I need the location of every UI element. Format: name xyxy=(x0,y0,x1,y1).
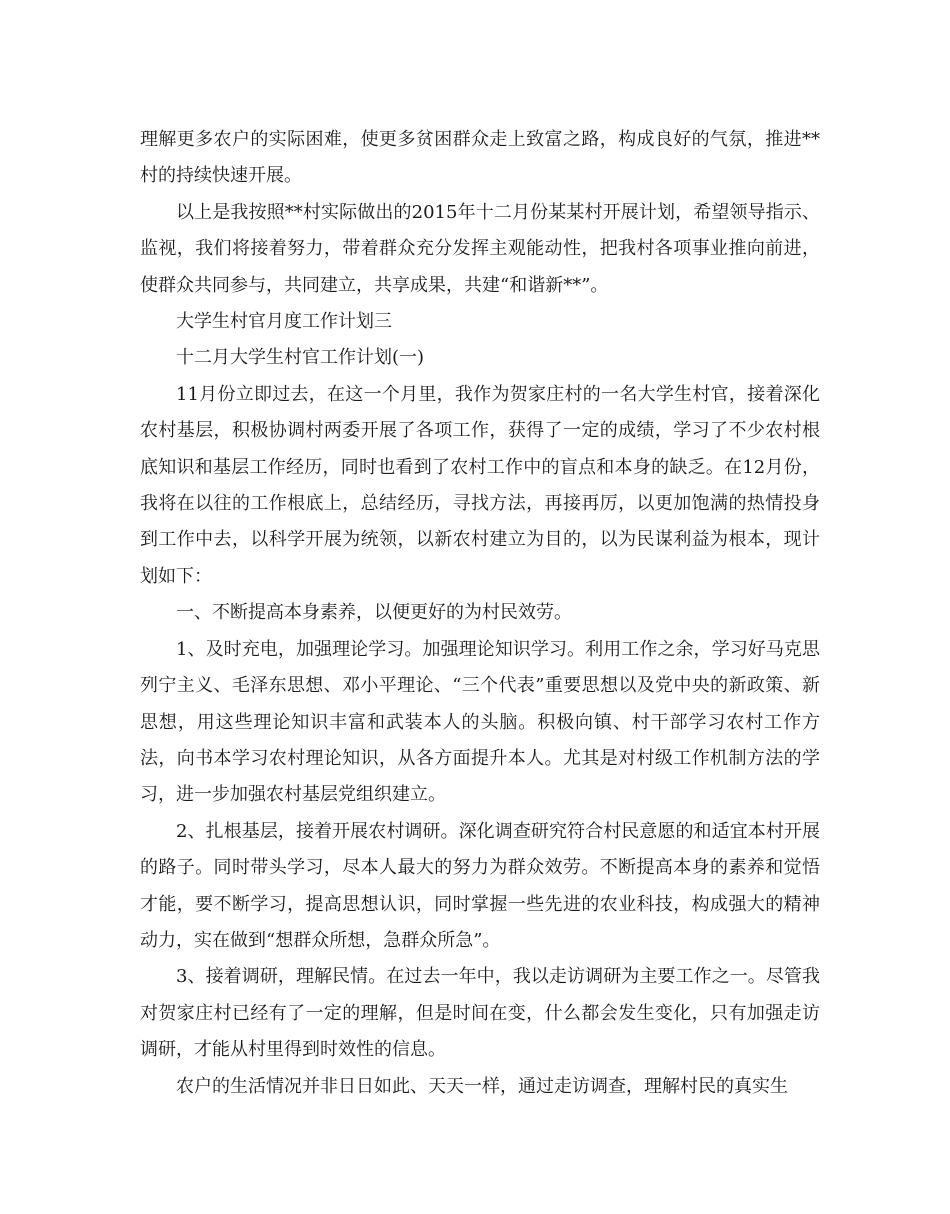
paragraph-item-3: 3、接着调研，理解民情。在过去一年中，我以走访调研为主要工作之一。尽管我对贺家庄村已经有了一定的理解，但是时间在变，什么都会发生变化，只有加强走访调研，才能从村里得到时效性的信息。 xyxy=(140,966,820,1061)
document-body xyxy=(140,122,820,1105)
sub-heading: 十二月大学生村官工作计划(一) xyxy=(176,347,425,369)
paragraph-point-1: 一、不断提高本身素养，以便更好的为村民效劳。 xyxy=(176,602,572,624)
paragraph-item-2: 2、扎根基层，接着开展农村调研。深化调查研究符合村民意愿的和适宜本村开展的路子。同时带头学习，尽本人最大的努力为群众效劳。不断提高本身的素养和觉悟才能，要不断学习，提高思想认识，同时掌握一些先进的农业科技，构成强大的精神动力，实在做到“想群众所想，急群众所急”。 xyxy=(140,820,820,951)
paragraph-1: 理解更多农户的实际困难，使更多贫困群众走上致富之路，构成良好的气氛，推进**村的持续快速开展。 xyxy=(140,129,820,187)
paragraph-intro: 11月份立即过去，在这一个月里，我作为贺家庄村的一名大学生村官，接着深化农村基层，积极协调村两委开展了各项工作，获得了一定的成绩，学习了不少农村根底知识和基层工作经历，同时也看到了农村工作中的盲点和本身的缺乏。在12月份，我将在以往的工作根底上，总结经历，寻找方法，再接再厉，以更加饱满的热情投身到工作中去，以科学开展为统领，以新农村建立为目的，以为民谋利益为根本，现计划如下： xyxy=(140,383,820,587)
paragraph-item-1: 1、及时充电，加强理论学习。加强理论知识学习。利用工作之余，学习好马克思列宁主义、毛泽东思想、邓小平理论、“三个代表”重要思想以及党中央的新政策、新思想，用这些理论知识丰富和武装本人的头脑。积极向镇、村干部学习农村工作方法，向书本学习农村理论知识，从各方面提升本人。尤其是对村级工作机制方法的学习，进一步加强农村基层党组织建立。 xyxy=(140,638,820,806)
section-heading: 大学生村官月度工作计划三 xyxy=(176,311,392,333)
paragraph-2: 以上是我按照**村实际做出的2015年十二月份某某村开展计划，希望领导指示、监视，我们将接着努力，带着群众充分发挥主观能动性，把我村各项事业推向前进，使群众共同参与，共同建立，共享成果，共建“和谐新**”。 xyxy=(140,201,820,296)
paragraph-last: 农户的生活情况并非日日如此、天天一样，通过走访调查，理解村民的真实生 xyxy=(176,1075,788,1097)
